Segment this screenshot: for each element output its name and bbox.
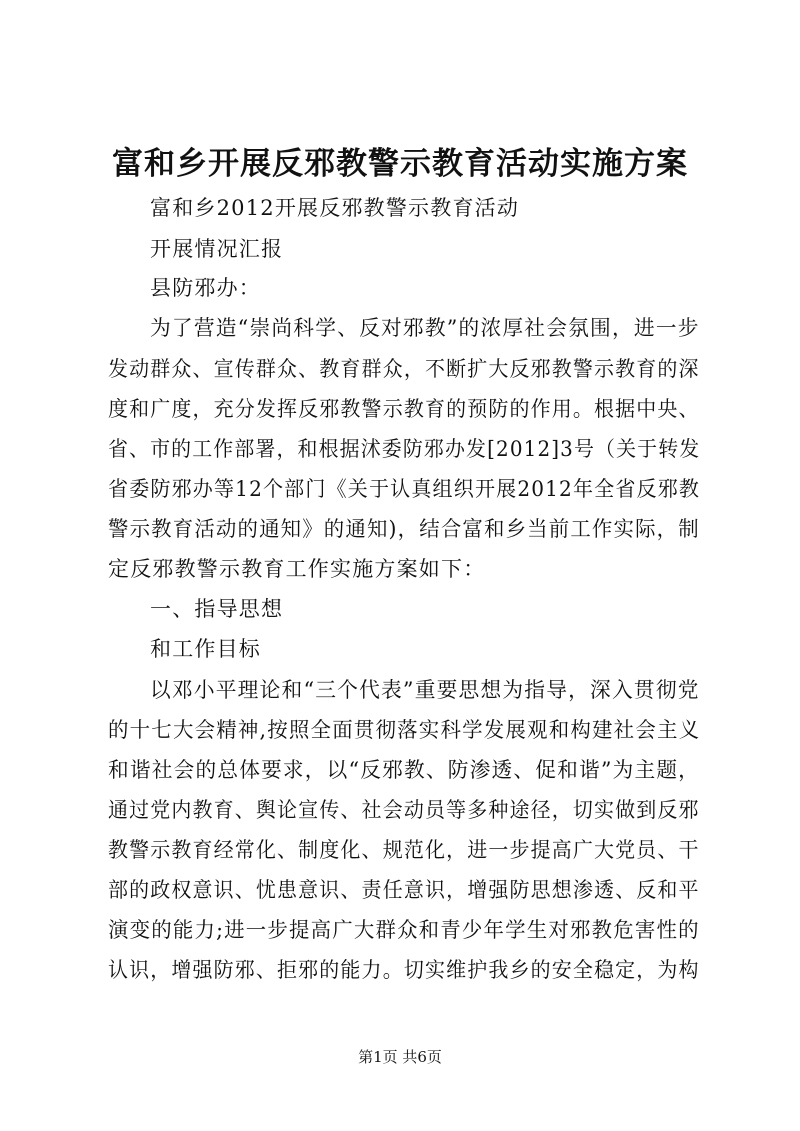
salutation: 县防邪办：: [150, 276, 261, 300]
page-footer: 第1页 共6页: [358, 1048, 442, 1066]
paragraph-line: 以邓小平理论和“三个代表”重要思想为指导，深入贯彻党: [150, 678, 700, 702]
paragraph-line: 度和广度，充分发挥反邪教警示教育的预防的作用。根据中央、: [108, 397, 700, 421]
subtitle-line-1: 富和乡2012开展反邪教警示教育活动: [150, 196, 520, 220]
paragraph-line: 部的政权意识、忧患意识、责任意识，增强防思想渗透、反和平: [108, 878, 700, 902]
paragraph-line: 省、市的工作部署，和根据沭委防邪办发[2012]3号（关于转发: [108, 437, 701, 461]
paragraph-line: 和谐社会的总体要求，以“反邪教、防渗透、促和谐”为主题，: [108, 758, 701, 782]
paragraph-line: 的十七大会精神,按照全面贯彻落实科学发展观和构建社会主义: [108, 718, 701, 742]
paragraph-line: 警示教育活动的通知》的通知)，结合富和乡当前工作实际，制: [108, 517, 700, 541]
paragraph-line: 定反邪教警示教育工作实施方案如下：: [108, 557, 486, 581]
paragraph-line: 演变的能力;进一步提高广大群众和青少年学生对邪教危害性的: [108, 918, 700, 942]
subtitle-line-2: 开展情况汇报: [150, 237, 284, 261]
section-heading-cont: 和工作目标: [150, 637, 261, 661]
paragraph-line: 认识，增强防邪、拒邪的能力。切实维护我乡的安全稳定，为构: [108, 958, 700, 982]
document-title: 富和乡开展反邪教警示教育活动实施方案: [112, 146, 688, 182]
paragraph-line: 通过党内教育、舆论宣传、社会动员等多种途径，切实做到反邪: [108, 798, 700, 822]
paragraph-line: 省委防邪办等12个部门《关于认真组织开展2012年全省反邪教: [108, 477, 701, 501]
paragraph-line: 发动群众、宣传群众、教育群众，不断扩大反邪教警示教育的深: [108, 357, 700, 381]
paragraph-line: 为了营造“崇尚科学、反对邪教”的浓厚社会氛围，进一步: [150, 316, 700, 340]
section-heading: 一、指导思想: [150, 597, 284, 621]
paragraph-line: 教警示教育经常化、制度化、规范化，进一步提高广大党员、干: [108, 838, 700, 862]
